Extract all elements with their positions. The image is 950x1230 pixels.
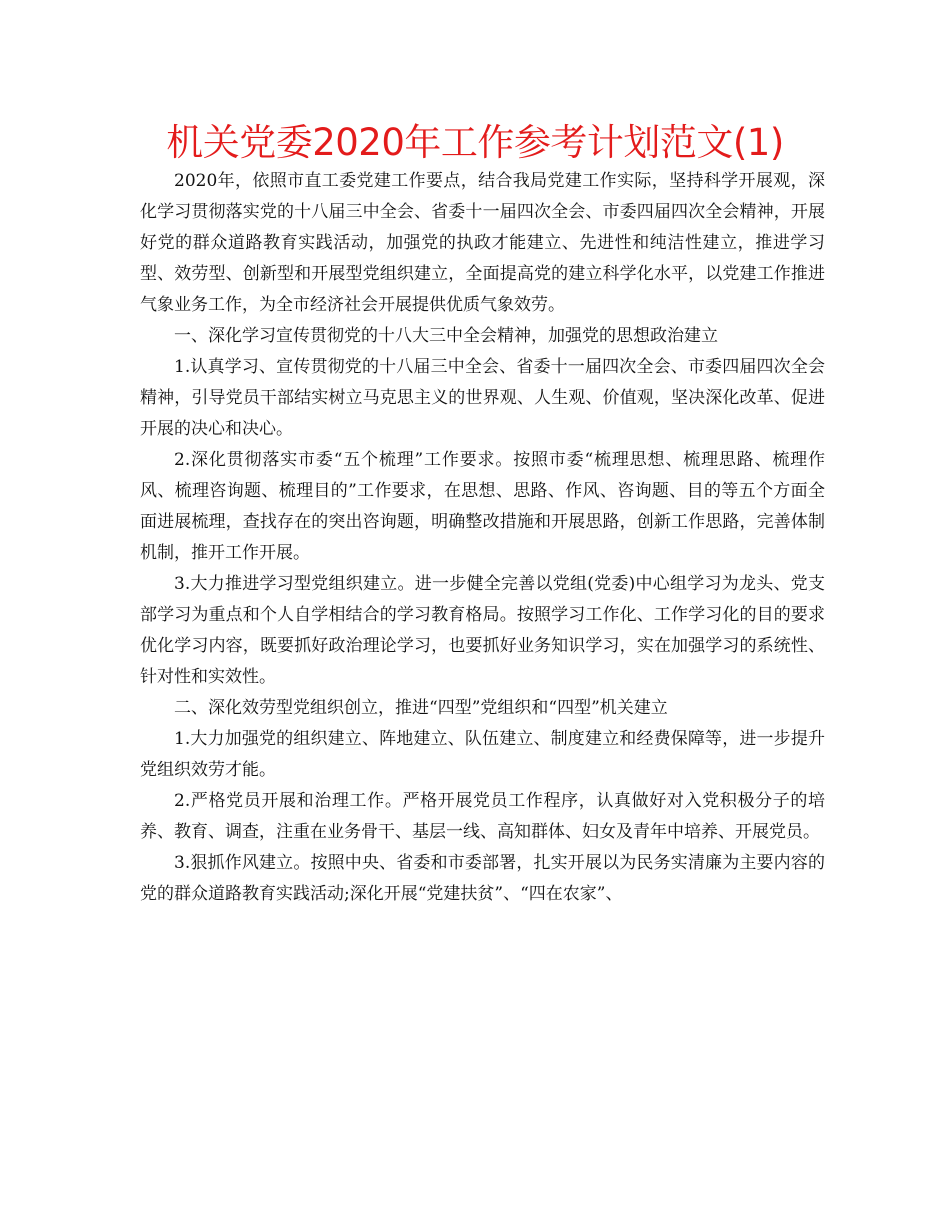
section-heading-2: 二、深化效劳型党组织创立，推进“四型”党组织和“四型”机关建立 (174, 698, 668, 718)
paragraph-1-2: 2.深化贯彻落实市委“五个梳理”工作要求。按照市委“梳理思想、梳理思路、梳理作风、梳理咨询题、梳理目的”工作要求，在思想、思路、作风、咨询题、目的等五个方面全面进展梳理，查找存在的突出咨询题，明确整改措施和开展思路，创新工作思路，完善体制机制，推开工作开展。 (140, 450, 825, 563)
section-heading-1: 一、深化学习宣传贯彻党的十八大三中全会精神，加强党的思想政治建立 (174, 326, 718, 346)
paragraph-intro: 2020年，依照市直工委党建工作要点，结合我局党建工作实际，坚持科学开展观，深化学习贯彻落实党的十八届三中全会、省委十一届四次全会、市委四届四次全会精神，开展好党的群众道路教育实践活动，加强党的执政才能建立、先进性和纯洁性建立，推进学习型、效劳型、创新型和开展型党组织建立，全面提高党的建立科学化水平，以党建工作推进气象业务工作，为全市经济社会开展提供优质气象效劳。 (140, 171, 825, 315)
paragraph-2-3: 3.狠抓作风建立。按照中央、省委和市委部署，扎实开展以为民务实清廉为主要内容的党的群众道路教育实践活动;深化开展“党建扶贫”、“四在农家”、 (140, 853, 825, 904)
document-body (140, 166, 825, 910)
paragraph-1-1: 1.认真学习、宣传贯彻党的十八届三中全会、省委十一届四次全会、市委四届四次全会精神，引导党员干部结实树立马克思主义的世界观、人生观、价值观，坚决深化改革、促进开展的决心和决心。 (140, 357, 825, 439)
document-title: 机关党委2020年工作参考计划范文(1) (166, 121, 784, 164)
paragraph-1-3: 3.大力推进学习型党组织建立。进一步健全完善以党组(党委)中心组学习为龙头、党支部学习为重点和个人自学相结合的学习教育格局。按照学习工作化、工作学习化的目的要求优化学习内容，既要抓好政治理论学习，也要抓好业务知识学习，实在加强学习的系统性、针对性和实效性。 (140, 574, 825, 687)
paragraph-2-1: 1.大力加强党的组织建立、阵地建立、队伍建立、制度建立和经费保障等，进一步提升党组织效劳才能。 (140, 729, 825, 780)
paragraph-2-2: 2.严格党员开展和治理工作。严格开展党员工作程序，认真做好对入党积极分子的培养、教育、调查，注重在业务骨干、基层一线、高知群体、妇女及青年中培养、开展党员。 (140, 791, 825, 842)
